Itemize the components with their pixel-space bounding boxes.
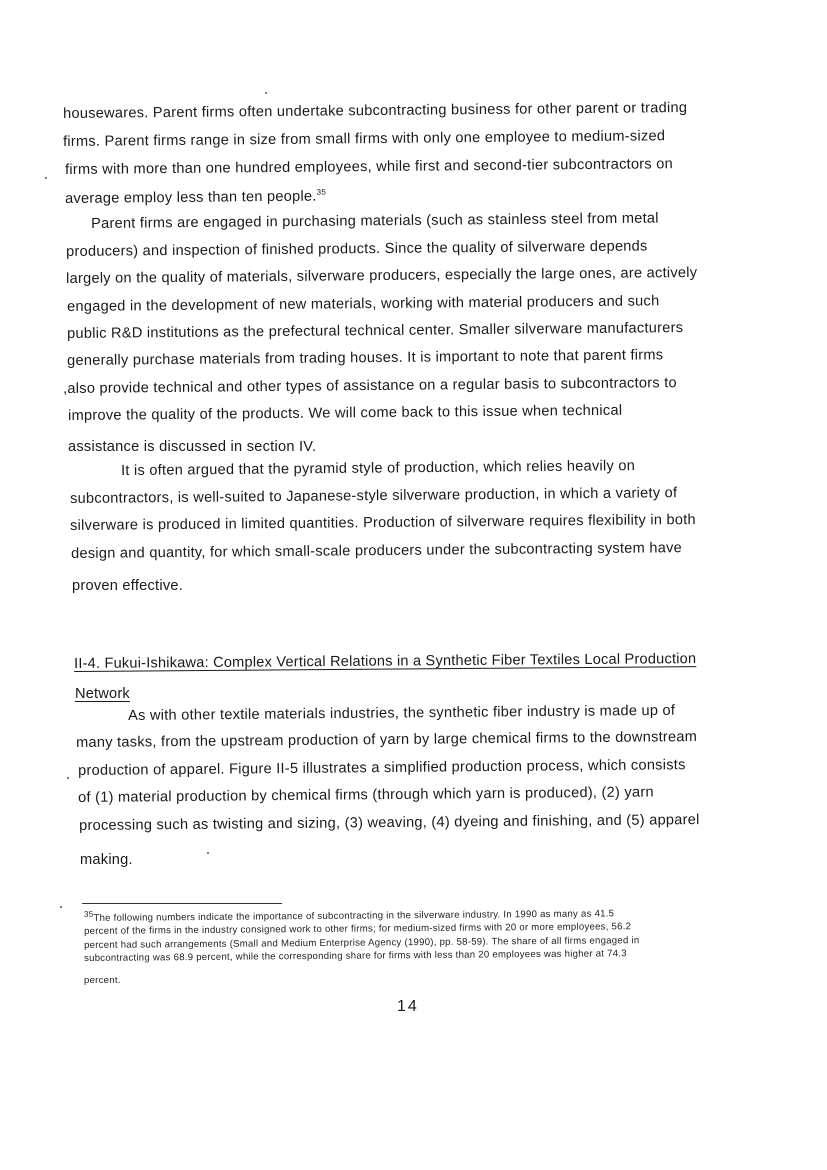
body-line: generally purchase materials from trading houses. It is important to note that parent firms [67, 347, 664, 369]
scan-speck [60, 906, 62, 908]
body-line: As with other textile materials industries, the synthetic fiber industry is made up of [128, 702, 676, 724]
footnote-line: percent. [84, 975, 121, 986]
footnote-line: subcontracting was 68.9 percent, while the corresponding share for firms with less than 20 employees was higher at 74.3 [84, 948, 627, 964]
section-heading: II-4. Fukui-Ishikawa: Complex Vertical Relations in a Synthetic Fiber Textiles Local Production [74, 651, 697, 672]
body-line: public R&D institutions as the prefectural technical center. Smaller silverware manufacturers [67, 320, 684, 342]
scan-speck [207, 852, 209, 854]
body-line: firms with more than one hundred employees, while first and second-tier subcontractors on [65, 156, 674, 178]
footnote-text: The following numbers indicate the importance of subcontracting in the silverware industry. In 1990 as many as 41.5 [93, 908, 615, 924]
page-number: 14 [397, 998, 419, 1015]
body-line: firms. Parent firms range in size from small firms with only one employee to medium-sized [63, 128, 666, 150]
footnote-reference: 35 [316, 187, 327, 197]
body-line: engaged in the development of new materials, working with material producers and such [67, 293, 660, 315]
body-line: Parent firms are engaged in purchasing materials (such as stainless steel from metal [91, 210, 659, 232]
body-line [65, 188, 326, 207]
body-line: making. [80, 852, 133, 868]
body-line: many tasks, from the upstream production of yarn by large chemical firms to the downstream [76, 729, 698, 751]
body-line: assistance is discussed in section IV. [68, 439, 317, 455]
body-line: proven effective. [72, 578, 184, 594]
body-line: improve the quality of the products. We will come back to this issue when technical [68, 402, 623, 424]
body-line: subcontractors, is well-suited to Japanese-style silverware production, in which a variety of [70, 485, 678, 507]
body-line: production of apparel. Figure II-5 illustrates a simplified production process, which consists [78, 757, 686, 779]
body-line: ,also provide technical and other types of assistance on a regular basis to subcontractors to [63, 375, 677, 397]
scan-speck [45, 177, 47, 179]
body-line: of (1) material production by chemical firms (through which yarn is produced), (2) yarn [78, 784, 654, 806]
body-line: design and quantity, for which small-scale producers under the subcontracting system have [71, 540, 683, 562]
body-line: producers) and inspection of finished products. Since the quality of silverware depends [66, 238, 648, 260]
section-heading-continued: Network [75, 686, 130, 702]
body-line: largely on the quality of materials, silverware producers, especially the large ones, are actively [66, 264, 698, 287]
body-line: silverware is produced in limited quantities. Production of silverware requires flexibility in both [70, 511, 696, 534]
footnote-marker: 35 [83, 909, 94, 919]
footnote-line: percent had such arrangements (Small and Medium Enterprise Agency (1990), pp. 58-59). The share of all firms engaged in [84, 935, 640, 951]
scan-speck [265, 92, 267, 94]
footnote-divider [82, 903, 282, 904]
body-line: It is often argued that the pyramid style of production, which relies heavily on [121, 458, 636, 479]
body-line: housewares. Parent firms often undertake subcontracting business for other parent or trading [63, 100, 688, 122]
body-line-text: average employ less than ten people. [65, 188, 317, 207]
body-line: processing such as twisting and sizing, (3) weaving, (4) dyeing and finishing, and (5) apparel [79, 812, 700, 834]
footnote-line: percent of the firms in the industry consigned work to other firms; for medium-sized firms with 20 or more employees, 56.2 [84, 921, 632, 937]
scan-speck [67, 777, 69, 779]
